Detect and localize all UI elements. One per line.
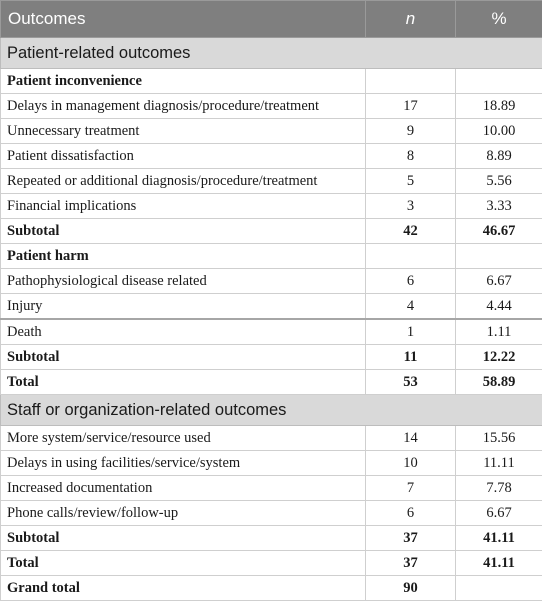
header-n: n	[366, 1, 456, 38]
table-row	[1, 451, 542, 476]
subtotal-n: 37	[366, 526, 456, 551]
row-n: 6	[366, 501, 456, 526]
subtotal-row	[1, 345, 542, 370]
row-percent: 5.56	[456, 169, 542, 194]
row-label: Patient dissatisfaction	[1, 144, 366, 169]
subtotal-row	[1, 526, 542, 551]
row-label: Phone calls/review/follow-up	[1, 501, 366, 526]
subtotal-label: Subtotal	[1, 219, 366, 244]
subtotal-percent: 46.67	[456, 219, 542, 244]
grand-total-label: Grand total	[1, 576, 366, 601]
row-label: Repeated or additional diagnosis/procedure/treatment	[1, 169, 366, 194]
row-label: Injury	[1, 294, 366, 320]
row-label: Pathophysiological disease related	[1, 269, 366, 294]
row-n: 1	[366, 319, 456, 345]
table-row	[1, 119, 542, 144]
subtotal-percent: 41.11	[456, 526, 542, 551]
row-n: 6	[366, 269, 456, 294]
group-label: Patient harm	[1, 244, 366, 269]
row-percent: 11.11	[456, 451, 542, 476]
table-row	[1, 426, 542, 451]
table-row	[1, 319, 542, 345]
row-percent: 1.11	[456, 319, 542, 345]
row-percent: 8.89	[456, 144, 542, 169]
row-label: Death	[1, 319, 366, 345]
subtotal-n: 42	[366, 219, 456, 244]
row-percent: 18.89	[456, 94, 542, 119]
row-n: 17	[366, 94, 456, 119]
header-outcomes: Outcomes	[1, 1, 366, 38]
subtotal-n: 11	[366, 345, 456, 370]
empty-cell	[456, 244, 542, 269]
table-row	[1, 269, 542, 294]
row-label: Unnecessary treatment	[1, 119, 366, 144]
table-row	[1, 294, 542, 320]
total-n: 53	[366, 370, 456, 395]
section-patient-related	[1, 38, 542, 69]
group-label: Patient inconvenience	[1, 69, 366, 94]
row-label: Delays in management diagnosis/procedure/treatment	[1, 94, 366, 119]
total-label: Total	[1, 551, 366, 576]
row-n: 7	[366, 476, 456, 501]
empty-cell	[366, 69, 456, 94]
row-percent: 15.56	[456, 426, 542, 451]
table-header	[1, 1, 542, 38]
subtotal-label: Subtotal	[1, 526, 366, 551]
total-percent: 41.11	[456, 551, 542, 576]
subtotal-label: Subtotal	[1, 345, 366, 370]
row-n: 10	[366, 451, 456, 476]
row-percent: 6.67	[456, 501, 542, 526]
table-row	[1, 169, 542, 194]
row-percent: 6.67	[456, 269, 542, 294]
row-n: 5	[366, 169, 456, 194]
row-percent: 7.78	[456, 476, 542, 501]
subtotal-percent: 12.22	[456, 345, 542, 370]
table-row	[1, 501, 542, 526]
row-percent: 3.33	[456, 194, 542, 219]
row-label: Delays in using facilities/service/system	[1, 451, 366, 476]
row-percent: 10.00	[456, 119, 542, 144]
row-n: 3	[366, 194, 456, 219]
subtotal-row	[1, 219, 542, 244]
total-row	[1, 370, 542, 395]
total-label: Total	[1, 370, 366, 395]
grand-total-row	[1, 576, 542, 601]
total-n: 37	[366, 551, 456, 576]
table-row	[1, 94, 542, 119]
row-label: Increased documentation	[1, 476, 366, 501]
header-row	[1, 1, 542, 38]
table-row	[1, 476, 542, 501]
row-label: Financial implications	[1, 194, 366, 219]
group-patient-inconvenience	[1, 69, 542, 94]
section-title: Patient-related outcomes	[1, 38, 542, 69]
row-n: 9	[366, 119, 456, 144]
grand-total-n: 90	[366, 576, 456, 601]
group-patient-harm	[1, 244, 542, 269]
row-n: 14	[366, 426, 456, 451]
section-title: Staff or organization-related outcomes	[1, 395, 542, 426]
row-label: More system/service/resource used	[1, 426, 366, 451]
table-row	[1, 194, 542, 219]
header-percent: %	[456, 1, 542, 38]
empty-cell	[456, 69, 542, 94]
row-n: 4	[366, 294, 456, 320]
total-row	[1, 551, 542, 576]
row-percent: 4.44	[456, 294, 542, 320]
table-row	[1, 144, 542, 169]
section-staff-organization	[1, 395, 542, 426]
grand-total-percent	[456, 576, 542, 601]
empty-cell	[366, 244, 456, 269]
row-n: 8	[366, 144, 456, 169]
total-percent: 58.89	[456, 370, 542, 395]
